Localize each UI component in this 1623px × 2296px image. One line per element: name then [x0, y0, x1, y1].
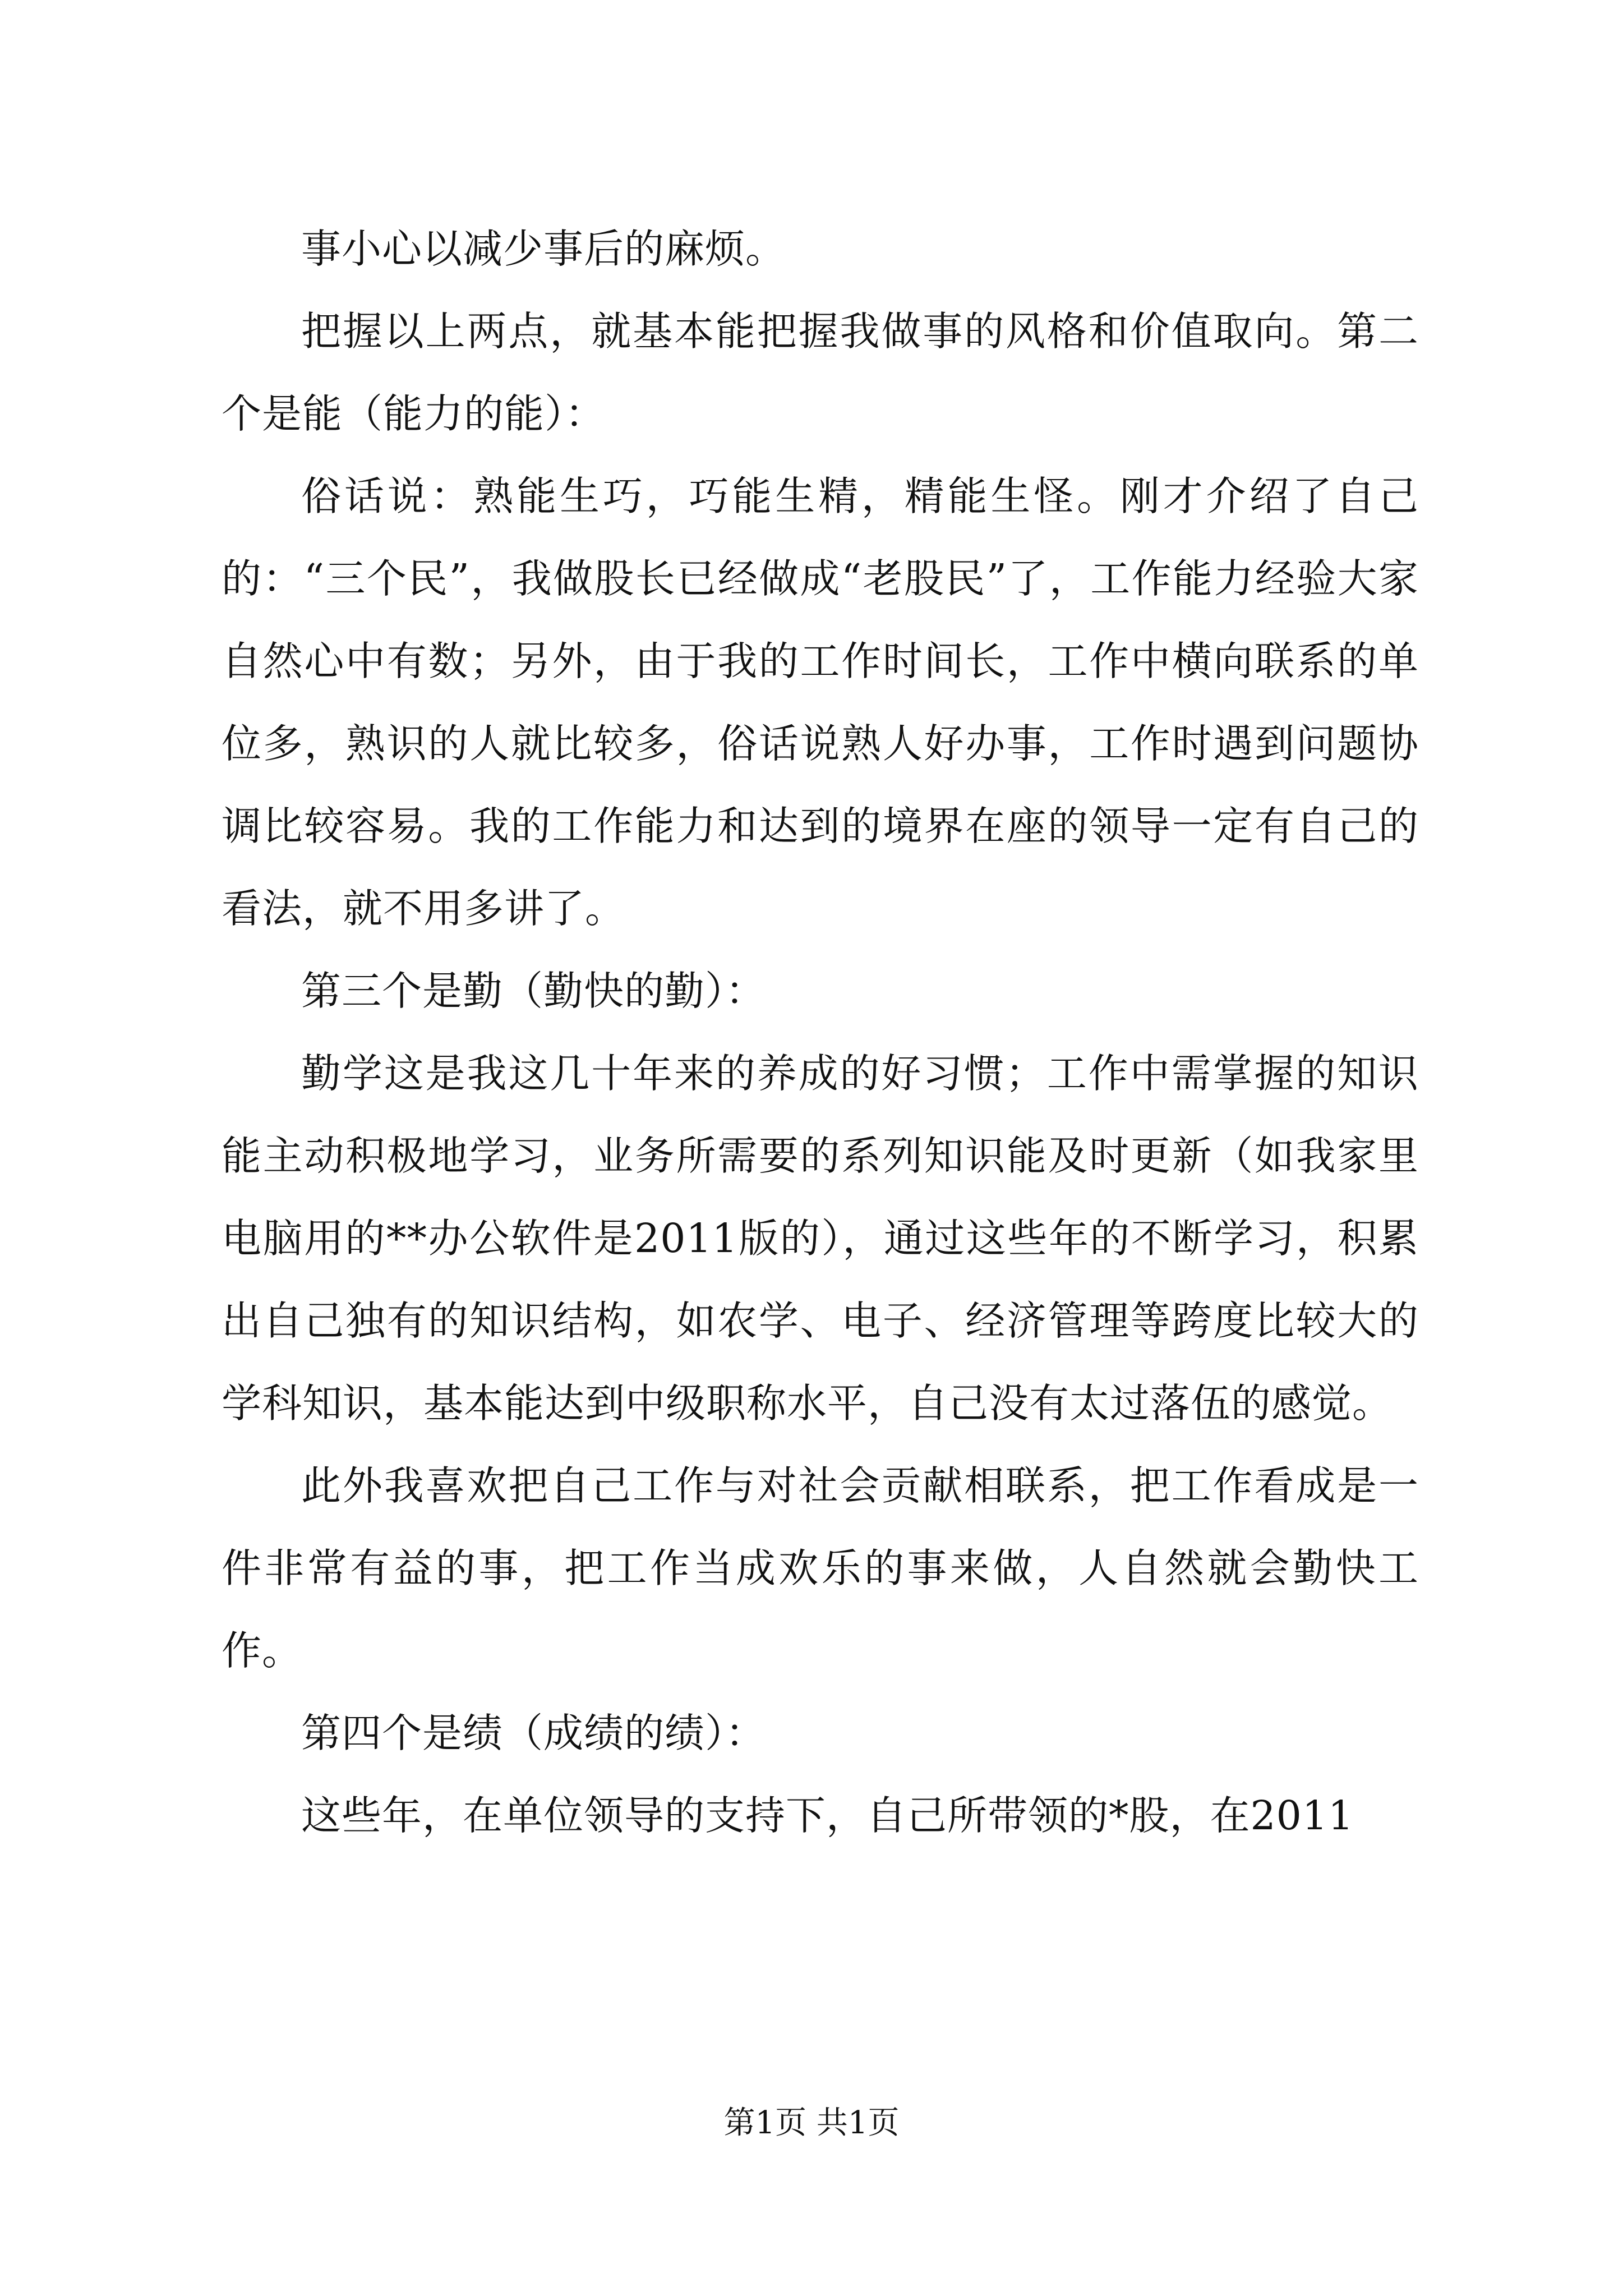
paragraph-8: 这些年，在单位领导的支持下，自己所带领的*股，在2011 — [301, 1792, 1354, 1839]
paragraph-2: 把握以上两点，就基本能把握我做事的风格和价值取向。第二个是能（能力的能）： — [222, 308, 1419, 437]
document-body — [222, 208, 1419, 1857]
paragraph-4: 第三个是勤（勤快的勤）： — [301, 968, 766, 1014]
paragraph-3: 俗话说：熟能生巧，巧能生精，精能生怪。刚才介绍了自己的：“三个民”，我做股长已经做成“老股民”了，工作能力经验大家自然心中有数；另外，由于我的工作时间长，工作中横向联系的单位多，熟识的人就比较多，俗话说熟人好办事，工作时遇到问题协调比较容易。我的工作能力和达到的境界在座的领导一定有自己的看法，就不用多讲了。 — [222, 473, 1419, 932]
paragraph-5: 勤学这是我这几十年来的养成的好习惯；工作中需掌握的知识能主动积极地学习，业务所需要的系列知识能及时更新（如我家里电脑用的**办公软件是2011版的），通过这些年的不断学习，积累出自己独有的知识结构，如农学、电子、经济管理等跨度比较大的学科知识，基本能达到中级职称水平，自己没有太过落伍的感觉。 — [222, 1050, 1419, 1427]
page-footer: 第1页 共1页 — [723, 2105, 900, 2141]
paragraph-1: 事小心以减少事后的麻烦。 — [301, 226, 786, 272]
paragraph-7: 第四个是绩（成绩的绩）： — [301, 1710, 766, 1756]
paragraph-6: 此外我喜欢把自己工作与对社会贡献相联系，把工作看成是一件非常有益的事，把工作当成欢乐的事来做，人自然就会勤快工作。 — [222, 1462, 1419, 1674]
